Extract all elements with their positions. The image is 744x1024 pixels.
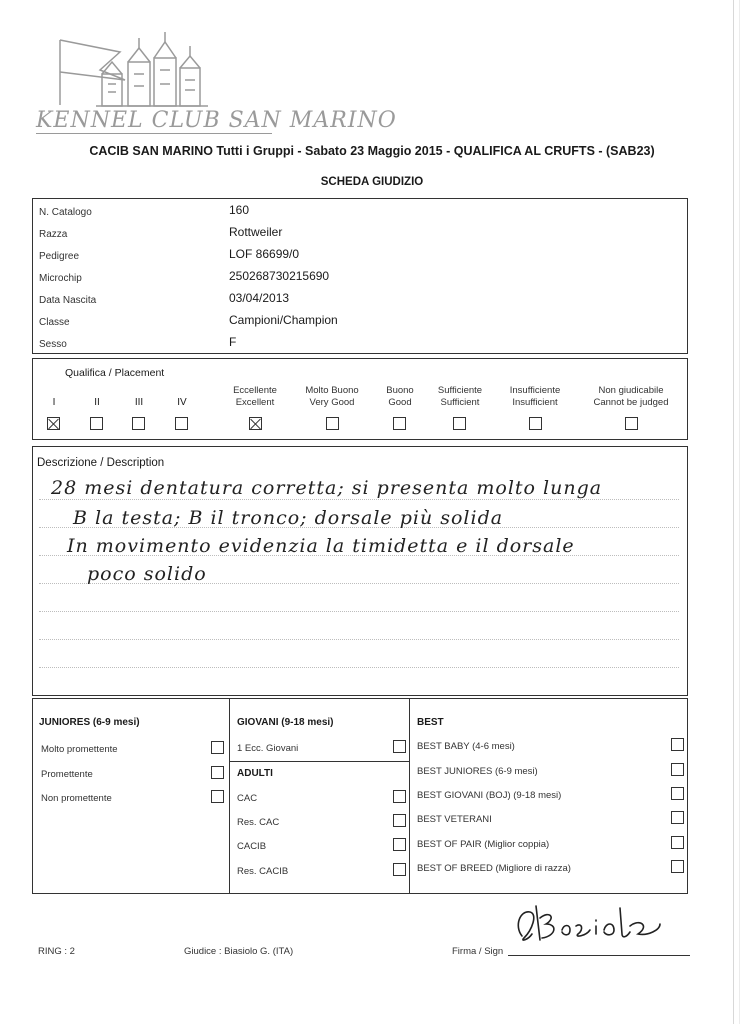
grade-label-en: Cannot be judged xyxy=(593,397,669,408)
info-value: Campioni/Champion xyxy=(229,313,338,327)
best-option: BEST OF BREED (Migliore di razza) xyxy=(417,863,571,874)
judge-signature xyxy=(510,896,670,961)
juniores-checkbox[interactable] xyxy=(211,766,224,779)
grade-label-en: Sufficient xyxy=(440,397,480,408)
ruled-line xyxy=(39,667,679,668)
best-checkbox[interactable] xyxy=(671,738,684,751)
grade-label-en: Very Good xyxy=(309,397,355,408)
info-label: Sesso xyxy=(39,339,67,350)
grade-label-it: Molto Buono xyxy=(305,385,359,396)
sign-label: Firma / Sign xyxy=(452,946,504,957)
giovani-option: 1 Ecc. Giovani xyxy=(237,743,299,754)
info-row-class xyxy=(33,311,687,333)
info-value: 160 xyxy=(229,203,250,217)
placement-3-checkbox[interactable] xyxy=(132,417,145,430)
insufficient-checkbox[interactable] xyxy=(529,417,542,430)
info-value: LOF 86699/0 xyxy=(229,247,300,261)
column-divider xyxy=(409,699,410,893)
info-row-breed xyxy=(33,223,687,245)
info-row-pedigree xyxy=(33,245,687,267)
judge-name: Giudice : Biasiolo G. (ITA) xyxy=(184,946,294,957)
signature-icon xyxy=(510,896,670,956)
adulti-option: Res. CACIB xyxy=(237,866,289,877)
grade-label-it: Sufficiente xyxy=(437,385,483,396)
info-row-microchip xyxy=(33,267,687,289)
best-checkbox[interactable] xyxy=(671,836,684,849)
column-divider xyxy=(229,699,230,893)
info-value: Rottweiler xyxy=(229,225,283,239)
adulti-checkbox[interactable] xyxy=(393,838,406,851)
info-label: Classe xyxy=(39,317,70,328)
best-checkbox[interactable] xyxy=(671,811,684,824)
good-checkbox[interactable] xyxy=(393,417,406,430)
kennel-club-logo xyxy=(30,30,397,138)
info-value: 250268730215690 xyxy=(229,269,330,283)
excellent-checkbox[interactable] xyxy=(249,417,262,430)
info-row-sex xyxy=(33,333,687,355)
handwritten-line: In movimento evidenzia la timidetta e il dorsale xyxy=(67,535,575,557)
handwritten-line: B la testa; B il tronco; dorsale più solida xyxy=(73,507,504,529)
grade-cannot-be-judged xyxy=(586,385,676,409)
row-divider xyxy=(229,761,409,762)
info-label: Razza xyxy=(39,229,68,240)
info-label: Pedigree xyxy=(39,251,80,262)
grade-label-it: Non giudicabile xyxy=(598,385,664,396)
ring-number: RING : 2 xyxy=(38,946,75,957)
adulti-option: CACIB xyxy=(237,841,267,852)
best-checkbox[interactable] xyxy=(671,763,684,776)
grade-label-en: Good xyxy=(388,397,412,408)
info-value: F xyxy=(229,335,237,349)
description-title: Descrizione / Description xyxy=(37,457,165,469)
juniores-title: JUNIORES (6-9 mesi) xyxy=(39,717,140,728)
adulti-checkbox[interactable] xyxy=(393,863,406,876)
placement-1-checkbox[interactable] xyxy=(47,417,60,430)
numeral-label: III xyxy=(134,397,144,408)
grade-insufficient xyxy=(490,385,580,409)
best-checkbox[interactable] xyxy=(671,860,684,873)
handwritten-line: poco solido xyxy=(87,563,207,585)
cannot-be-judged-checkbox[interactable] xyxy=(625,417,638,430)
numeral-label: IV xyxy=(177,397,187,408)
juniores-option: Non promettente xyxy=(41,793,112,804)
juniores-option: Molto promettente xyxy=(41,744,118,755)
sheet-title: SCHEDA GIUDIZIO xyxy=(320,176,424,188)
juniores-option: Promettente xyxy=(41,769,93,780)
best-option: BEST OF PAIR (Miglior coppia) xyxy=(417,839,550,850)
adulti-option: CAC xyxy=(237,793,258,804)
info-value: 03/04/2013 xyxy=(229,291,290,305)
three-towers-icon xyxy=(30,30,270,110)
numeral-label: II xyxy=(94,397,100,408)
grade-label-en: Excellent xyxy=(235,397,275,408)
placement-4-checkbox[interactable] xyxy=(175,417,188,430)
info-row-catalog xyxy=(33,201,687,223)
very-good-checkbox[interactable] xyxy=(326,417,339,430)
info-label: Microchip xyxy=(39,273,82,284)
best-checkbox[interactable] xyxy=(671,787,684,800)
numeral-label: I xyxy=(52,397,56,408)
grade-label-it: Insufficiente xyxy=(509,385,561,396)
dog-info-box xyxy=(32,198,688,354)
grade-label-en: Insufficient xyxy=(512,397,558,408)
adulti-option: Res. CAC xyxy=(237,817,280,828)
description-box xyxy=(32,446,688,696)
handwritten-line: 28 mesi dentatura corretta; si presenta molto lunga xyxy=(51,477,603,499)
ruled-line xyxy=(39,499,679,500)
best-option: BEST BABY (4-6 mesi) xyxy=(417,741,515,752)
ruled-line xyxy=(39,639,679,640)
juniores-checkbox[interactable] xyxy=(211,741,224,754)
placement-box xyxy=(32,358,688,440)
adulti-title: ADULTI xyxy=(237,768,273,779)
event-title: CACIB SAN MARINO Tutti i Gruppi - Sabato 23 Maggio 2015 - QUALIFICA AL CRUFTS - (SAB23) xyxy=(89,144,655,158)
info-row-birth-date xyxy=(33,289,687,311)
best-option: BEST VETERANI xyxy=(417,814,492,825)
best-option: BEST JUNIORES (6-9 mesi) xyxy=(417,766,538,777)
results-box xyxy=(32,698,688,894)
best-option: BEST GIOVANI (BOJ) (9-18 mesi) xyxy=(417,790,562,801)
giovani-title: GIOVANI (9-18 mesi) xyxy=(237,717,334,728)
adulti-checkbox[interactable] xyxy=(393,790,406,803)
grade-label-it: Buono xyxy=(386,385,414,396)
adulti-checkbox[interactable] xyxy=(393,814,406,827)
logo-text: KENNEL CLUB SAN MARINO xyxy=(36,108,397,133)
giovani-checkbox[interactable] xyxy=(393,740,406,753)
ruled-line xyxy=(39,611,679,612)
placement-title: Qualifica / Placement xyxy=(65,367,165,379)
juniores-checkbox[interactable] xyxy=(211,790,224,803)
info-label: N. Catalogo xyxy=(39,207,92,218)
info-label: Data Nascita xyxy=(39,295,97,306)
placement-2-checkbox[interactable] xyxy=(90,417,103,430)
best-title: BEST xyxy=(417,717,444,728)
sufficient-checkbox[interactable] xyxy=(453,417,466,430)
grade-label-it: Eccellente xyxy=(233,385,277,396)
